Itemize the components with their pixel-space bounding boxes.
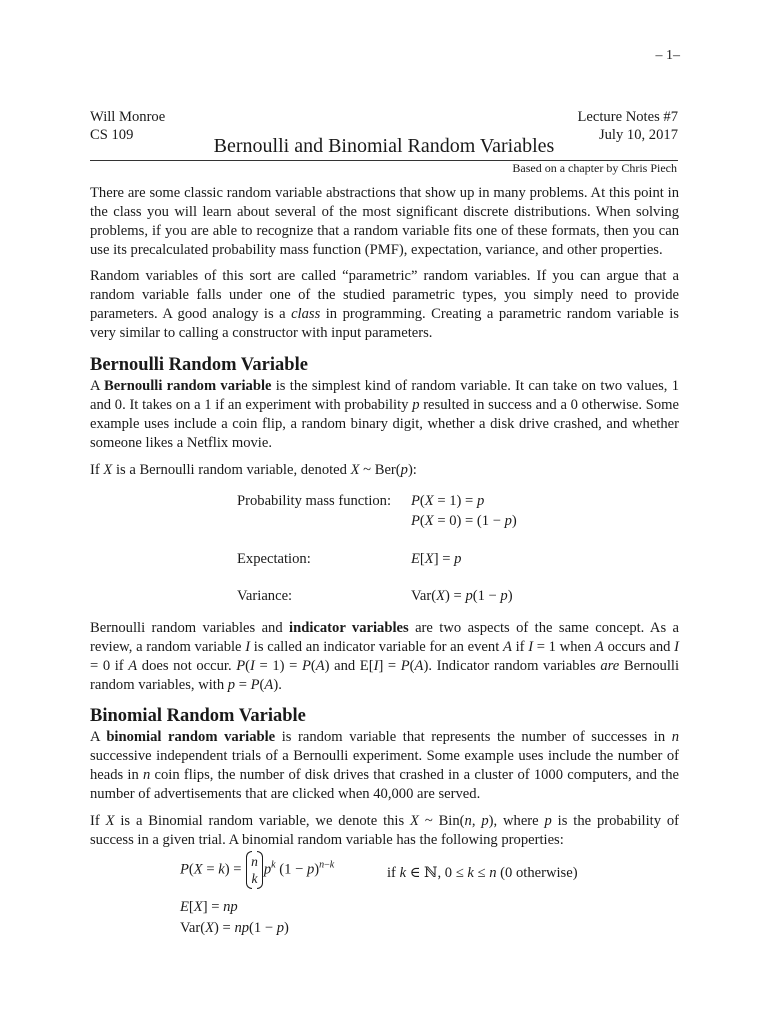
course-code: CS 109 xyxy=(90,127,134,143)
binomial-coefficient: n k xyxy=(246,853,263,887)
lecture-number: Lecture Notes #7 xyxy=(577,109,678,125)
expectation-label: Expectation: xyxy=(237,551,311,567)
pmf-formula-0: P(X = 0) = (1 − p) xyxy=(411,513,517,529)
variance-label: Variance: xyxy=(237,588,293,604)
document-title: Bernoulli and Binomial Random Variables xyxy=(213,135,555,157)
bernoulli-paragraph-3: Bernoulli random variables and indicator variables are two aspects of the same concept. As a review, a random variable I is called an indicator variable for an event A if I = 1 when A occurs and I = 0 if A does not occur. P(I = 1) = P(A) and E[I] = P(A). Indicator random variables are Bernoulli random variables, with p = P(A). xyxy=(90,620,679,693)
binomial-term: binomial random variable xyxy=(106,729,276,745)
intro-paragraph-1: There are some classic random variable abstractions that show up in many problems. At this point in the class you will learn about several of the most significant discrete distributions. When solving problems, if you are able to recognize that a random variable fits one of these formats, then you can use its precalculated probability mass function (PMF), expectation, variance, and other properties. xyxy=(90,185,679,258)
binomial-heading: Binomial Random Variable xyxy=(90,706,306,726)
pmf-formula-1: P(X = 1) = p xyxy=(411,493,485,509)
indicator-term: indicator variables xyxy=(289,620,409,636)
bernoulli-term: Bernoulli random variable xyxy=(104,378,272,394)
page-number: – 1– xyxy=(655,48,680,63)
variance-formula: Var(X) = p(1 − p) xyxy=(411,588,513,604)
intro-paragraph-2: Random variables of this sort are called “parametric” random variables. If you can argue that a random variable falls under one of the studied parametric types, you simply need to provide parameters. A good analogy is a class in programming. Creating a parametric random variable is very similar to calling a constructor with input parameters. xyxy=(90,268,679,341)
binomial-pmf-formula: P(X = k) = n k $p^k$ $(1 - p)^{n-k}$ xyxy=(180,854,335,886)
binomial-paragraph-2: If X is a Binomial random variable, we denote this X ~ Bin(n, p), where p is the probability of success in a given trial. A binomial random variable has the following properties: xyxy=(90,813,680,848)
chapter-credit: Based on a chapter by Chris Piech xyxy=(512,161,677,175)
bernoulli-heading: Bernoulli Random Variable xyxy=(90,355,308,375)
pmf-label: Probability mass function: xyxy=(237,493,392,509)
lecture-date: July 10, 2017 xyxy=(598,127,678,143)
binomial-variance-formula: Var(X) = np(1 − p) xyxy=(180,920,289,936)
class-emphasis: class xyxy=(291,306,321,322)
binomial-expectation-formula: E[X] = np xyxy=(180,899,238,915)
bernoulli-paragraph-2: If X is a Bernoulli random variable, denoted X ~ Ber(p): xyxy=(90,462,417,478)
author: Will Monroe xyxy=(90,109,166,125)
bernoulli-paragraph-1: A Bernoulli random variable is the simplest kind of random variable. It can take on two values, 1 and 0. It takes on a 1 if an experiment with probability p resulted in success and a 0 otherwise. Some example uses include a coin flip, a random binary digit, whether a disk drive crashed, and whether someone likes a Netflix movie. xyxy=(90,378,679,451)
expectation-formula: E[X] = p xyxy=(411,551,462,567)
binomial-pmf-condition: if k ∈ ℕ, 0 ≤ k ≤ n (0 otherwise) xyxy=(387,865,578,881)
binomial-paragraph-1: A binomial random variable is random variable that represents the number of successes in n successive independent trials of a Bernoulli experiment. Some example uses include the number of heads in n coin flips, the number of disk drives that crashed in a cluster of 1000 computers, and the number of advertisements that are clicked when 40,000 are served. xyxy=(90,729,679,802)
